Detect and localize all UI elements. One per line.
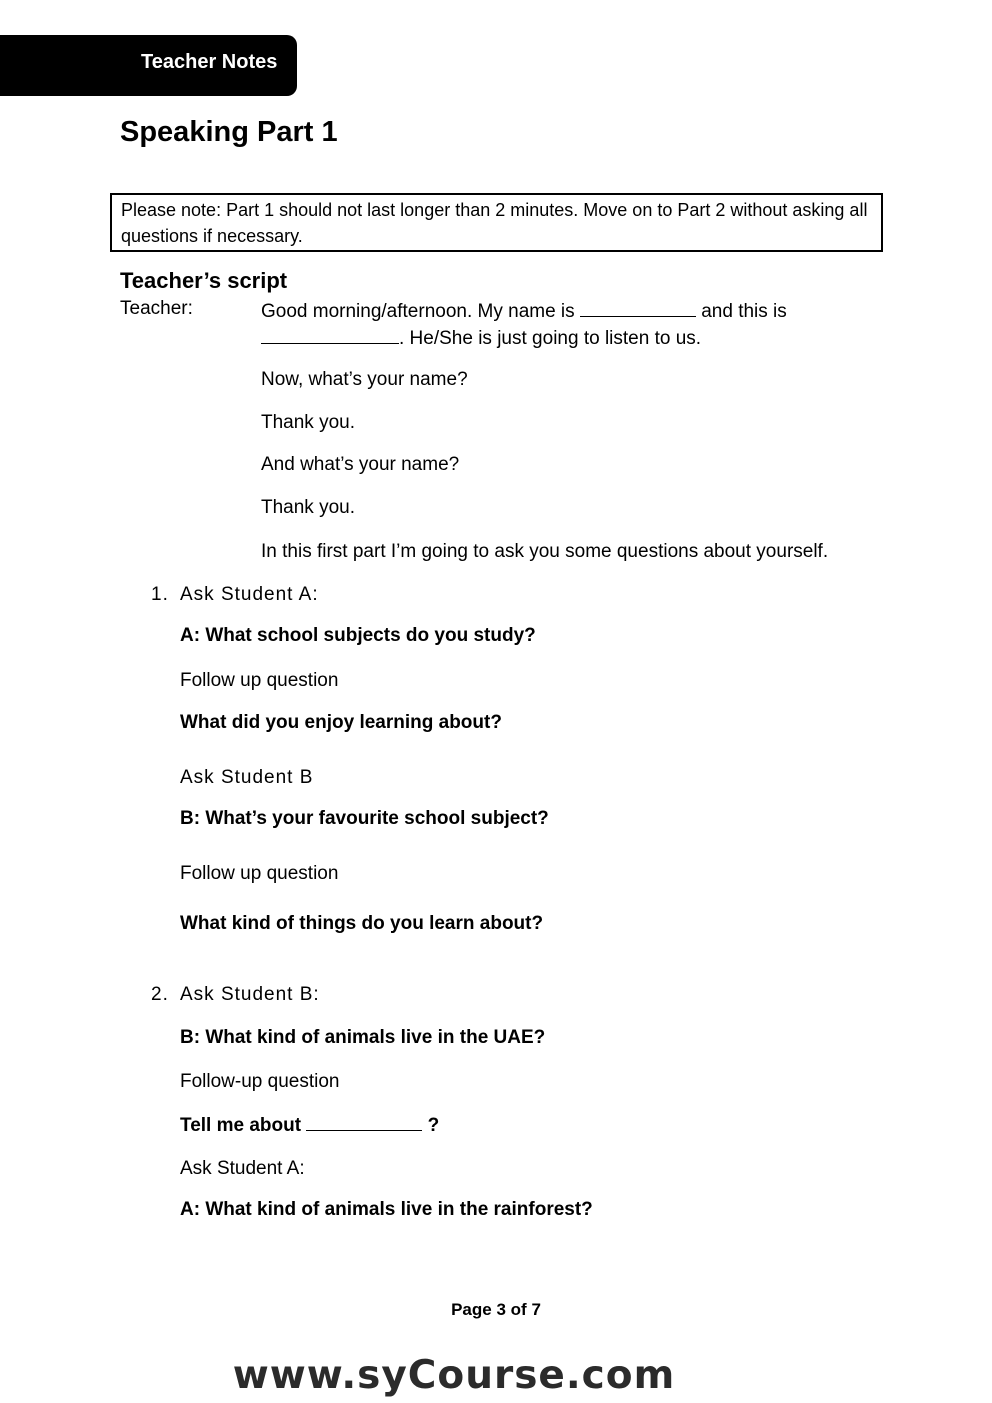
script-line: And what’s your name? (261, 454, 460, 475)
q1-followup-label-a: Follow up question (180, 670, 339, 691)
name-blank-2 (261, 325, 399, 344)
intro-line-1 (261, 298, 787, 323)
q2-followup-label: Follow-up question (180, 1071, 340, 1092)
page-total: 7 (531, 1300, 541, 1319)
topic-blank (306, 1112, 422, 1131)
teacher-notes-tab (0, 35, 297, 96)
q1-followup-label-b: Follow up question (180, 863, 339, 884)
q1-ask-b: Ask Student B (180, 767, 314, 788)
q1-ask-a: Ask Student A: (180, 584, 319, 605)
q1-followup-b: What kind of things do you learn about? (180, 913, 544, 934)
watermark-logo: www.syCourse.com (232, 1353, 676, 1398)
q2-followup (180, 1112, 439, 1137)
q2-followup-text: Tell me about (180, 1115, 302, 1136)
intro-text-b: and this is (701, 301, 787, 322)
speaker-label: Teacher: (120, 298, 193, 319)
script-line: Thank you. (261, 412, 355, 433)
script-line: Now, what’s your name? (261, 369, 468, 390)
q2-number: 2. (151, 984, 169, 1005)
script-line: In this first part I’m going to ask you some questions about yourself. (261, 541, 829, 562)
q2-ask-b: Ask Student B: (180, 984, 320, 1005)
page-number: 3 (496, 1300, 506, 1319)
q2-question-a: A: What kind of animals live in the rainforest? (180, 1199, 593, 1220)
q1-followup-a: What did you enjoy learning about? (180, 712, 502, 733)
script-line: Thank you. (261, 497, 355, 518)
name-blank-1 (580, 298, 696, 317)
q2-ask-a: Ask Student A: (180, 1158, 305, 1179)
page-title: Speaking Part 1 (120, 116, 338, 148)
intro-line-2 (261, 325, 701, 350)
note-box: Please note: Part 1 should not last longer than 2 minutes. Move on to Part 2 without asking all questions if necessary. (110, 193, 883, 252)
intro-text-c: . He/She is just going to listen to us. (399, 328, 702, 349)
q1-number: 1. (151, 584, 169, 605)
q1-question-a: A: What school subjects do you study? (180, 625, 536, 646)
teacher-notes-label: Teacher Notes (141, 51, 278, 73)
page-footer (0, 1300, 992, 1320)
page-word: Page (451, 1300, 492, 1319)
q1-question-b: B: What’s your favourite school subject? (180, 808, 549, 829)
intro-text-a: Good morning/afternoon. My name is (261, 301, 575, 322)
q2-followup-mark: ? (427, 1115, 440, 1136)
script-heading: Teacher’s script (120, 268, 288, 293)
of-word: of (510, 1300, 527, 1319)
q2-question-b: B: What kind of animals live in the UAE? (180, 1027, 546, 1048)
